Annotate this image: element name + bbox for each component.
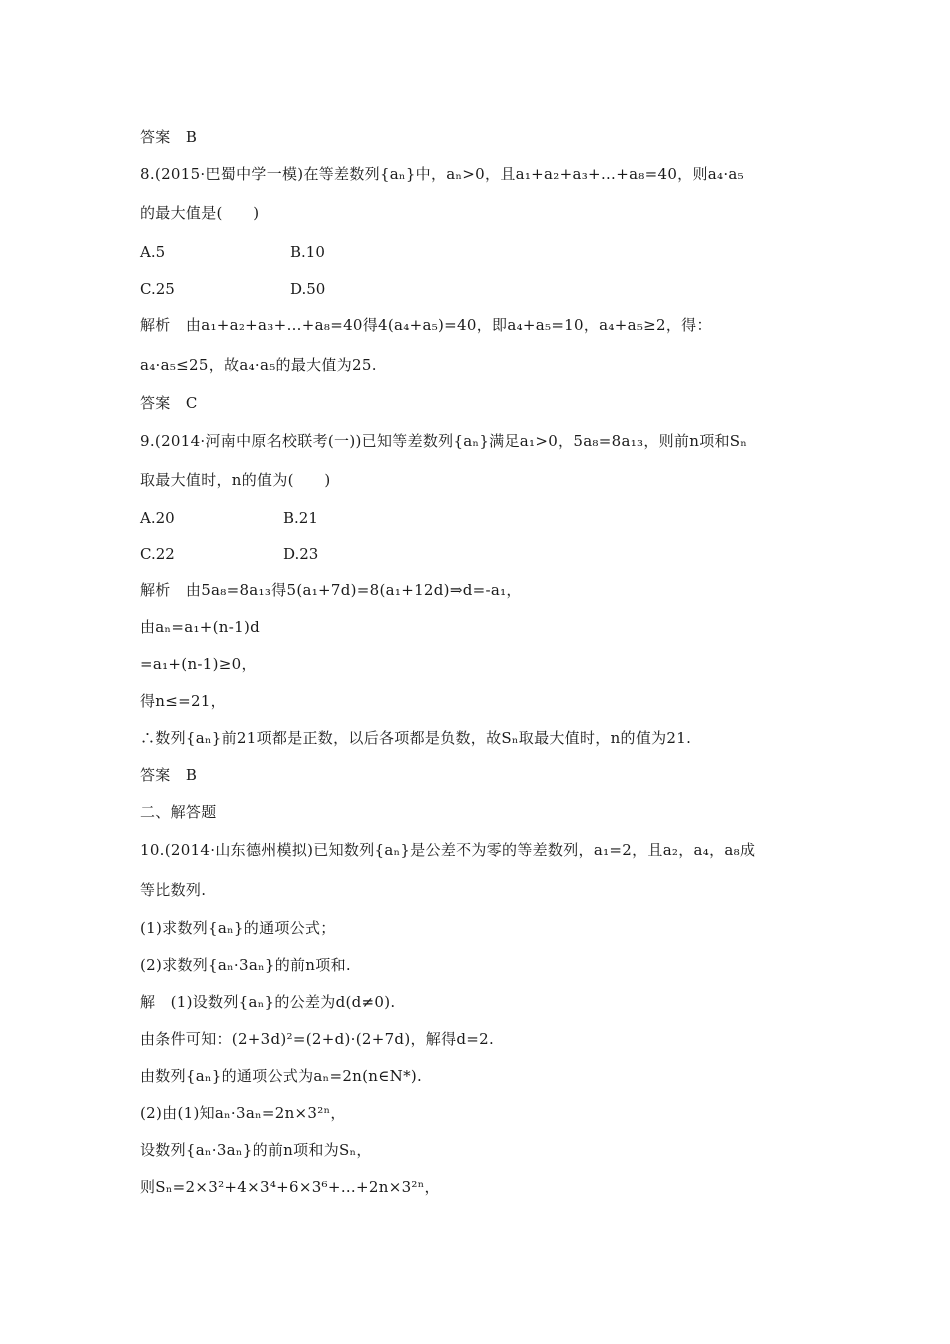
q8-analysis: 解析 由a₁+a₂+a₃+…+a₈=40得4(a₄+a₅)=40，即a₄+a₅=10，a₄+a₅≥2，得：: [140, 316, 712, 334]
question-10-stem: 10.(2014·山东德州模拟)已知数列{aₙ}是公差不为零的等差数列，a₁=2，且a₂，a₄，a₈成: [140, 841, 756, 859]
question-10-part-2: (2)求数列{aₙ·3aₙ}的前n项和.: [140, 956, 351, 974]
q10-solution-line-6: 则Sₙ=2×3²+4×3⁴+6×3⁶+…+2n×3²ⁿ，: [140, 1178, 440, 1196]
question-9-stem-cont: 取最大值时，n的值为( ): [140, 471, 331, 489]
answer-line-q7: 答案 B: [140, 128, 198, 146]
q10-solution-line-4: (2)由(1)知aₙ·3aₙ=2n×3²ⁿ，: [140, 1104, 346, 1122]
q8-analysis-cont: a₄·a₅≤25，故a₄·a₅的最大值为25.: [140, 356, 377, 374]
q10-solution-line-5: 设数列{aₙ·3aₙ}的前n项和为Sₙ，: [140, 1141, 372, 1159]
q9-option-c: C.22: [140, 545, 175, 563]
q9-analysis-line-3: =a₁+(n-1)≥0，: [140, 655, 257, 673]
question-10-stem-cont: 等比数列.: [140, 881, 207, 899]
question-8-stem-cont: 的最大值是( ): [140, 204, 260, 222]
answer-line-q8: 答案 C: [140, 394, 198, 412]
section-heading: 二、解答题: [140, 803, 217, 821]
q9-option-b: B.21: [283, 509, 318, 527]
question-10-part-1: (1)求数列{aₙ}的通项公式；: [140, 919, 336, 937]
q8-option-a: A.5: [140, 243, 166, 261]
answer-line-q9: 答案 B: [140, 766, 198, 784]
q9-option-a: A.20: [140, 509, 175, 527]
q9-analysis-line-2: 由aₙ=a₁+(n-1)d: [140, 618, 261, 636]
q9-analysis-line-5: ∴数列{aₙ}前21项都是正数，以后各项都是负数，故Sₙ取最大值时，n的值为21.: [140, 729, 692, 747]
q10-solution-line-2: 由条件可知：(2+3d)²=(2+d)·(2+7d)，解得d=2.: [140, 1030, 495, 1048]
q10-solution-line-3: 由数列{aₙ}的通项公式为aₙ=2n(n∈N*).: [140, 1067, 423, 1085]
question-8-stem: 8.(2015·巴蜀中学一模)在等差数列{aₙ}中，aₙ>0，且a₁+a₂+a₃+…+a₈=40，则a₄·a₅: [140, 165, 744, 183]
question-9-stem: 9.(2014·河南中原名校联考(一))已知等差数列{aₙ}满足a₁>0，5a₈=8a₁₃，则前n项和Sₙ: [140, 432, 748, 450]
q8-option-c: C.25: [140, 280, 175, 298]
q9-analysis: 解析 由5a₈=8a₁₃得5(a₁+7d)=8(a₁+12d)⇒d=-a₁，: [140, 581, 522, 599]
q8-option-d: D.50: [290, 280, 326, 298]
q9-analysis-line-4: 得n≤=21，: [140, 692, 226, 710]
q10-solution-line-1: 解 (1)设数列{aₙ}的公差为d(d≠0).: [140, 993, 396, 1011]
q9-option-d: D.23: [283, 545, 319, 563]
q8-option-b: B.10: [290, 243, 325, 261]
